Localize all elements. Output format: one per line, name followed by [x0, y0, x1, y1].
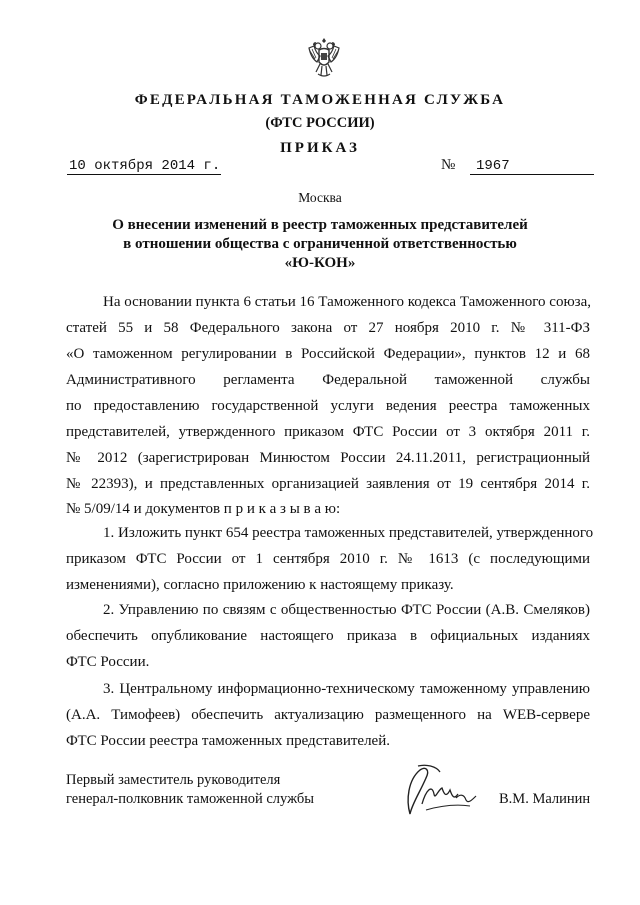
preamble-line: № 22393), и представленных организацией заявления от 19 сентября 2014 г.	[66, 476, 590, 492]
preamble-line: № 5/09/14 и документов п р и к а з ы в а ю:	[66, 501, 341, 517]
number-sign: №	[441, 157, 456, 173]
order-item-1-line: изменениями), согласно приложению к настоящему приказу.	[66, 577, 454, 593]
preamble-line: № 2012 (зарегистрирован Минюстом России 24.11.2011, регистрационный	[66, 450, 590, 466]
order-item-2-line: ФТС России.	[66, 654, 150, 670]
document-title-line: «Ю-КОН»	[284, 255, 356, 271]
order-item-2-line: обеспечить опубликование настоящего приказа в официальных изданиях	[66, 628, 590, 644]
signer-position: Первый заместитель руководителя	[66, 772, 281, 788]
preamble-line: представителей, утвержденного приказом ФТС России от 3 октября 2011 г.	[66, 424, 590, 440]
document-title-line: О внесении изменений в реестр таможенных представителей	[112, 217, 528, 233]
signer-rank: генерал-полковник таможенной службы	[66, 791, 315, 807]
agency-name: ФЕДЕРАЛЬНАЯ ТАМОЖЕННАЯ СЛУЖБА	[134, 92, 506, 108]
preamble-line: «О таможенном регулировании в Российской Федерации», пунктов 12 и 68	[66, 346, 590, 362]
document-type: ПРИКАЗ	[280, 140, 360, 156]
order-item-3-line: (А.А. Тимофеев) обеспечить актуализацию размещенного на WEB-сервере	[66, 707, 590, 723]
agency-short-name: (ФТС РОССИИ)	[265, 115, 375, 131]
document-number: 1967	[470, 158, 594, 175]
coat-of-arms-emblem	[306, 34, 342, 80]
preamble-line: статей 55 и 58 Федерального закона от 27 ноября 2010 г. № 311-ФЗ	[66, 320, 590, 336]
order-item-1-line: 1. Изложить пункт 654 реестра таможенных представителей, утвержденного	[103, 525, 594, 541]
order-item-3-line: ФТС России реестра таможенных представителей.	[66, 733, 390, 749]
order-item-3-line: 3. Центральному информационно-техническому таможенному управлению	[103, 681, 590, 697]
signer-name: В.М. Малинин	[499, 791, 591, 807]
handwritten-signature	[396, 760, 492, 822]
document-date: 10 октября 2014 г.	[69, 158, 221, 174]
document-city: Москва	[298, 190, 342, 205]
order-item-2-line: 2. Управлению по связям с общественностью ФТС России (А.В. Смеляков)	[103, 602, 590, 618]
preamble-line: Административного регламента Федеральной таможенной службы	[66, 372, 590, 388]
preamble-line: На основании пункта 6 статьи 16 Таможенного кодекса Таможенного союза,	[103, 294, 591, 310]
order-item-1-line: приказом ФТС России от 1 сентября 2010 г. № 1613 (с последующими	[66, 551, 590, 567]
preamble-line: по предоставлению государственной услуги ведения реестра таможенных	[66, 398, 590, 414]
document-title-line: в отношении общества с ограниченной ответственностью	[123, 236, 517, 252]
